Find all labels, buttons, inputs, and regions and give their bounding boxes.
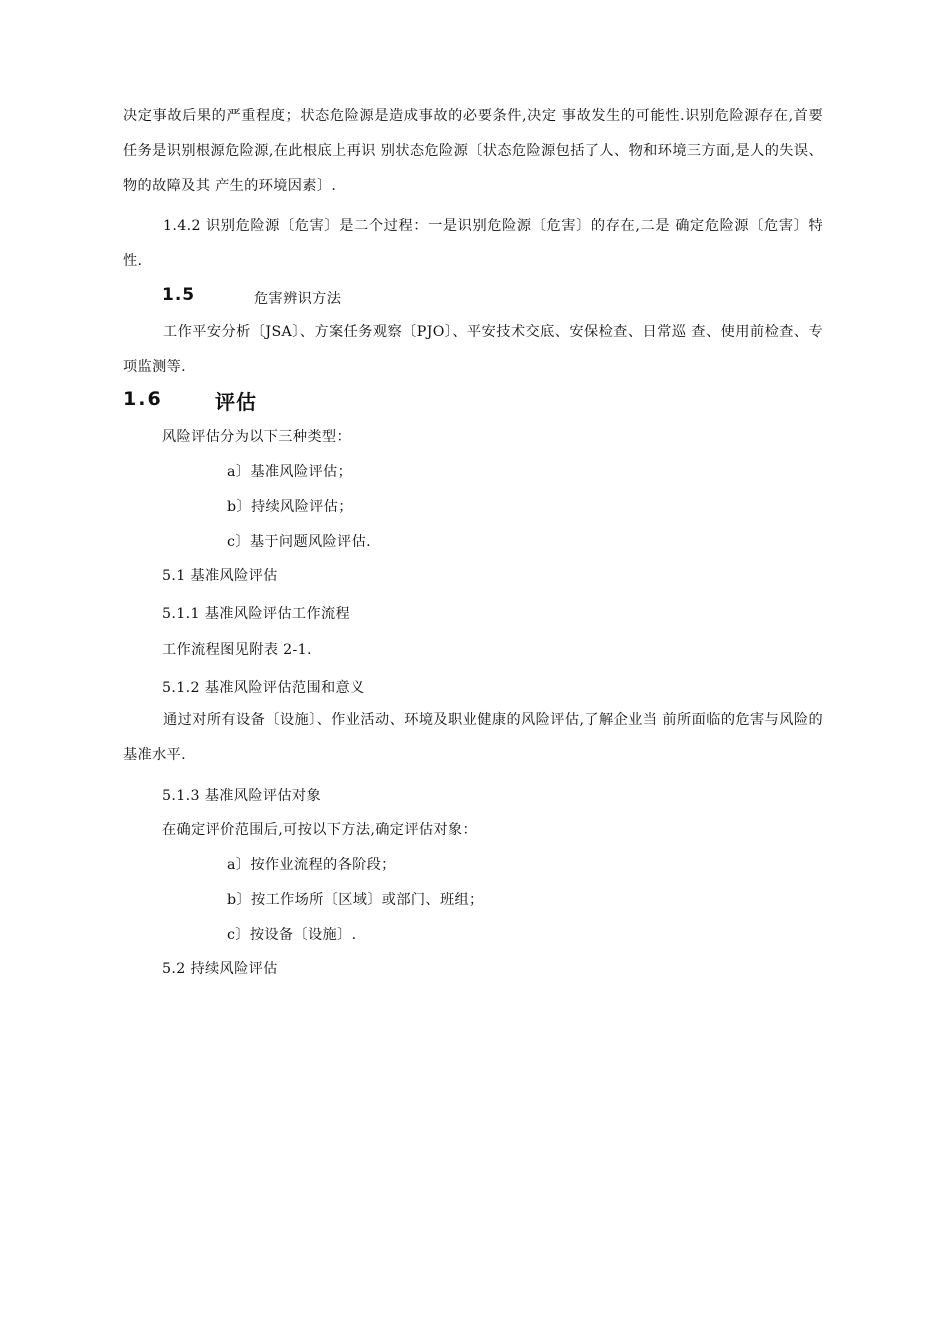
list-item-type-a: a〕基准风险评估； (227, 464, 353, 480)
section-1-6-number: 1.6 (123, 388, 163, 410)
list-item-object-b: b〕按工作场所〔区域〕或部门、班组； (227, 892, 484, 908)
section-5-1-2-heading: 5.1.2 基准风险评估范围和意义 (162, 680, 365, 696)
section-1-5-title: 危害辨识方法 (254, 291, 342, 307)
section-1-6-title: 评估 (215, 390, 257, 414)
section-5-1-3-heading: 5.1.3 基准风险评估对象 (162, 788, 322, 804)
paragraph-hazard-source: 决定事故后果的严重程度；状态危险源是造成事故的必要条件,决定 事故发生的可能性.识别危险源存在,首要任务是识别根源危险源,在此根底上再识 别状态危险源〔状态危险源包括了人、物和环境三方面,是人的失误、物的故障及其 产生的环境因素〕. (123, 108, 823, 194)
paragraph-identification-methods: 工作平安分析〔JSA〕、方案任务观察〔PJO〕、平安技术交底、安保检查、日常巡 查、使用前检查、专项监测等. (123, 324, 823, 375)
section-5-1-heading: 5.1 基准风险评估 (162, 568, 278, 584)
list-item-type-b: b〕持续风险评估； (227, 499, 353, 515)
list-item-type-c: c〕基于问题风险评估. (227, 534, 371, 550)
list-item-object-a: a〕按作业流程的各阶段； (227, 857, 396, 873)
section-5-1-1-body: 工作流程图见附表 2-1. (162, 642, 312, 658)
assessment-types-intro: 风险评估分为以下三种类型： (162, 429, 351, 445)
section-1-5-number: 1.5 (162, 285, 196, 305)
section-5-1-1-heading: 5.1.1 基准风险评估工作流程 (162, 606, 351, 622)
list-item-object-c: c〕按设备〔设施〕. (227, 927, 357, 943)
section-5-2-heading: 5.2 持续风险评估 (162, 961, 278, 977)
paragraph-1-4-2: 1.4.2 识别危险源〔危害〕是二个过程：一是识别危险源〔危害〕的存在,二是 确定危险源〔危害〕特性. (123, 218, 823, 269)
section-5-1-3-body: 在确定评价范围后,可按以下方法,确定评估对象： (162, 822, 478, 838)
paragraph-5-1-2: 通过对所有设备〔设施〕、作业活动、环境及职业健康的风险评估,了解企业当 前所面临的危害与风险的基准水平. (123, 712, 823, 763)
